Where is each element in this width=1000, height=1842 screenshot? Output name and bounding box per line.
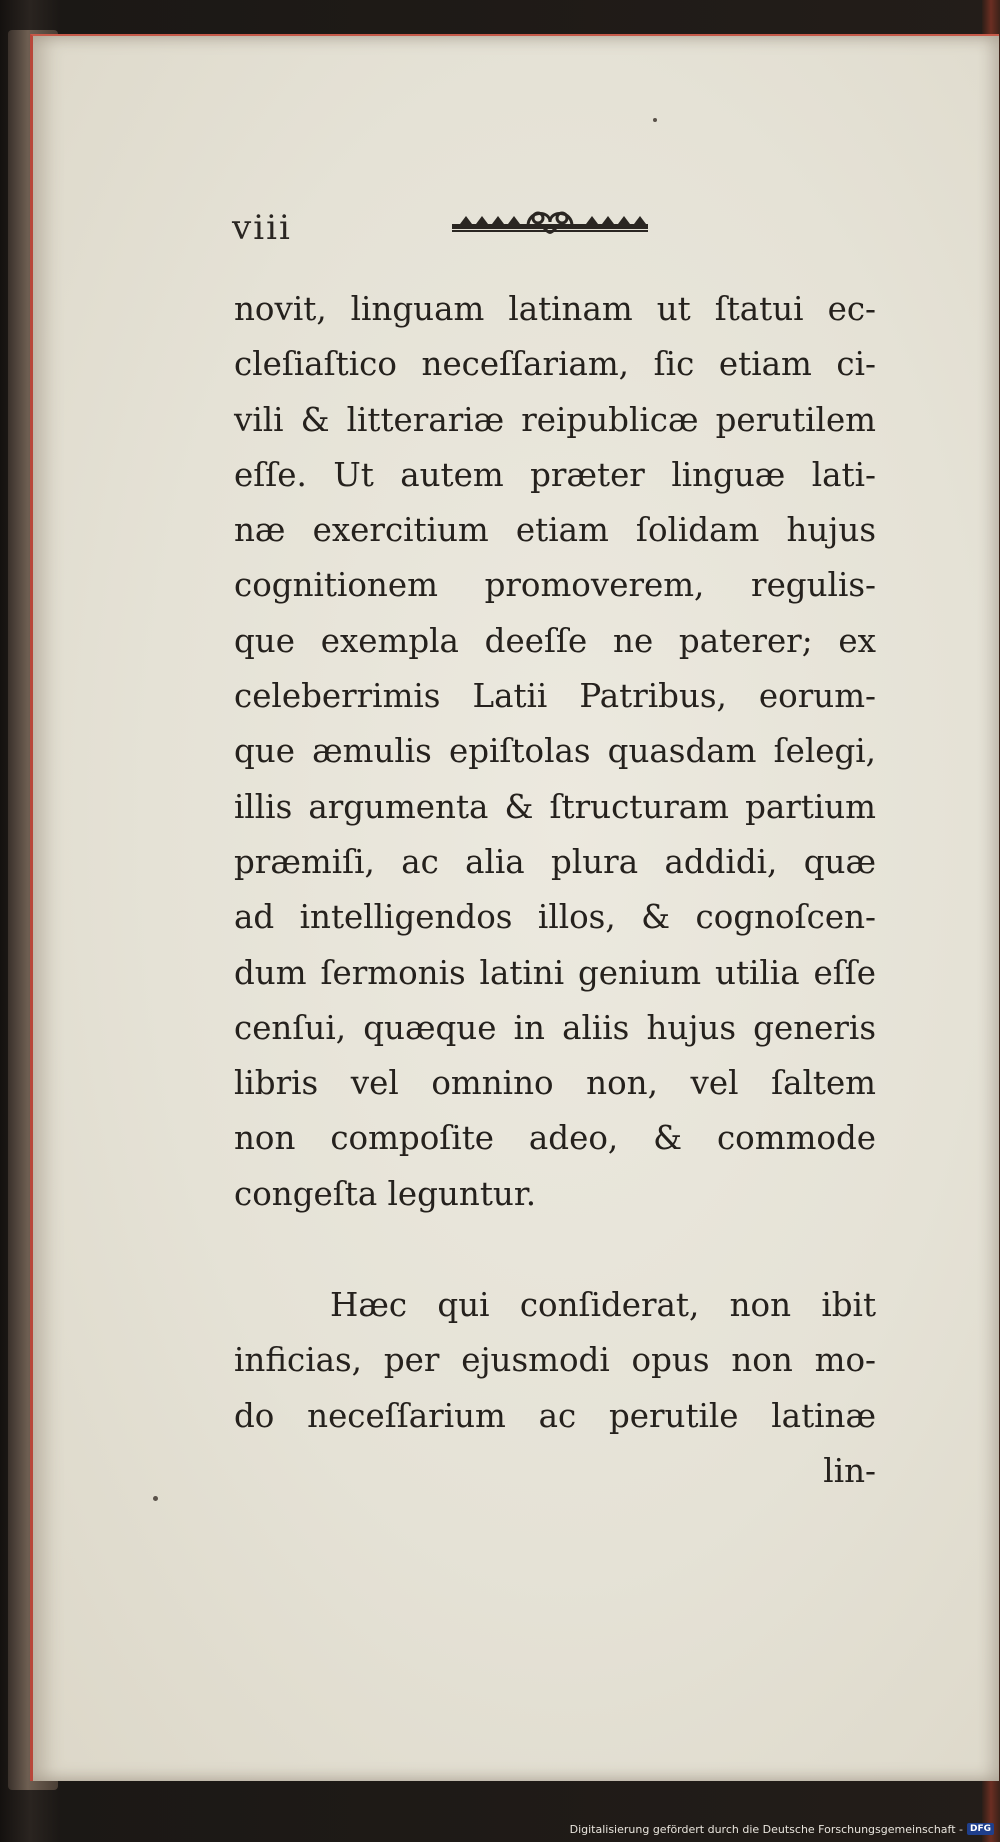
text-line: non compoſite adeo, & commode — [234, 1119, 876, 1158]
text-line: celeberrimis Latii Patribus, eorum- — [234, 677, 876, 716]
text-line: cenſui, quæque in aliis hujus generis — [234, 1008, 876, 1047]
text-line: cleſiaſtico neceſſariam, ſic etiam ci- — [234, 345, 876, 384]
text-line: illis argumenta & ſtructuram partium — [234, 787, 876, 826]
text-line: vili & litterariæ reipublicæ perutilem — [234, 400, 876, 439]
credit-text: Digitalisierung gefördert durch die Deutsche Forschungsgemeinschaft - — [569, 1822, 963, 1836]
text-line: que exempla deeſſe ne paterer; ex — [234, 621, 876, 660]
catchword: lin- — [823, 1451, 876, 1490]
text-line: cognitionem promoverem, regulis- — [234, 566, 876, 605]
text-line: inficias, per ejusmodi opus non mo- — [234, 1341, 876, 1380]
body-text — [234, 282, 876, 1499]
text-line: ad intelligendos illos, & cognoſcen- — [234, 898, 876, 937]
paper-speck — [653, 118, 657, 122]
text-line: novit, linguam latinam ut ſtatui ec- — [234, 290, 876, 328]
text-line: næ exercitium etiam ſolidam hujus — [234, 511, 876, 550]
paragraph-spacing — [234, 1222, 876, 1278]
text-line: præmiſi, ac alia plura addidi, quæ — [234, 842, 876, 881]
dfg-logo-icon: DFG — [967, 1823, 994, 1835]
text-line: que æmulis epiſtolas quasdam ſelegi, — [234, 732, 876, 771]
text-line: dum ſermonis latini genium utilia eſſe — [234, 953, 876, 992]
page-number: viii — [232, 208, 292, 248]
text-line: congeſta leguntur. — [234, 1174, 537, 1213]
paragraph-2 — [234, 1278, 876, 1444]
digitization-credit — [570, 1820, 994, 1838]
text-line: Hæc qui conſiderat, non ibit — [330, 1286, 876, 1325]
headpiece-ornament-icon — [450, 204, 650, 238]
text-line: do neceſſarium ac perutile latinæ — [234, 1396, 876, 1435]
text-line: eſſe. Ut autem præter linguæ lati- — [234, 455, 876, 494]
text-line: libris vel omnino non, vel ſaltem — [234, 1064, 876, 1103]
paragraph-1 — [234, 282, 876, 1222]
paper-speck — [153, 1496, 158, 1501]
